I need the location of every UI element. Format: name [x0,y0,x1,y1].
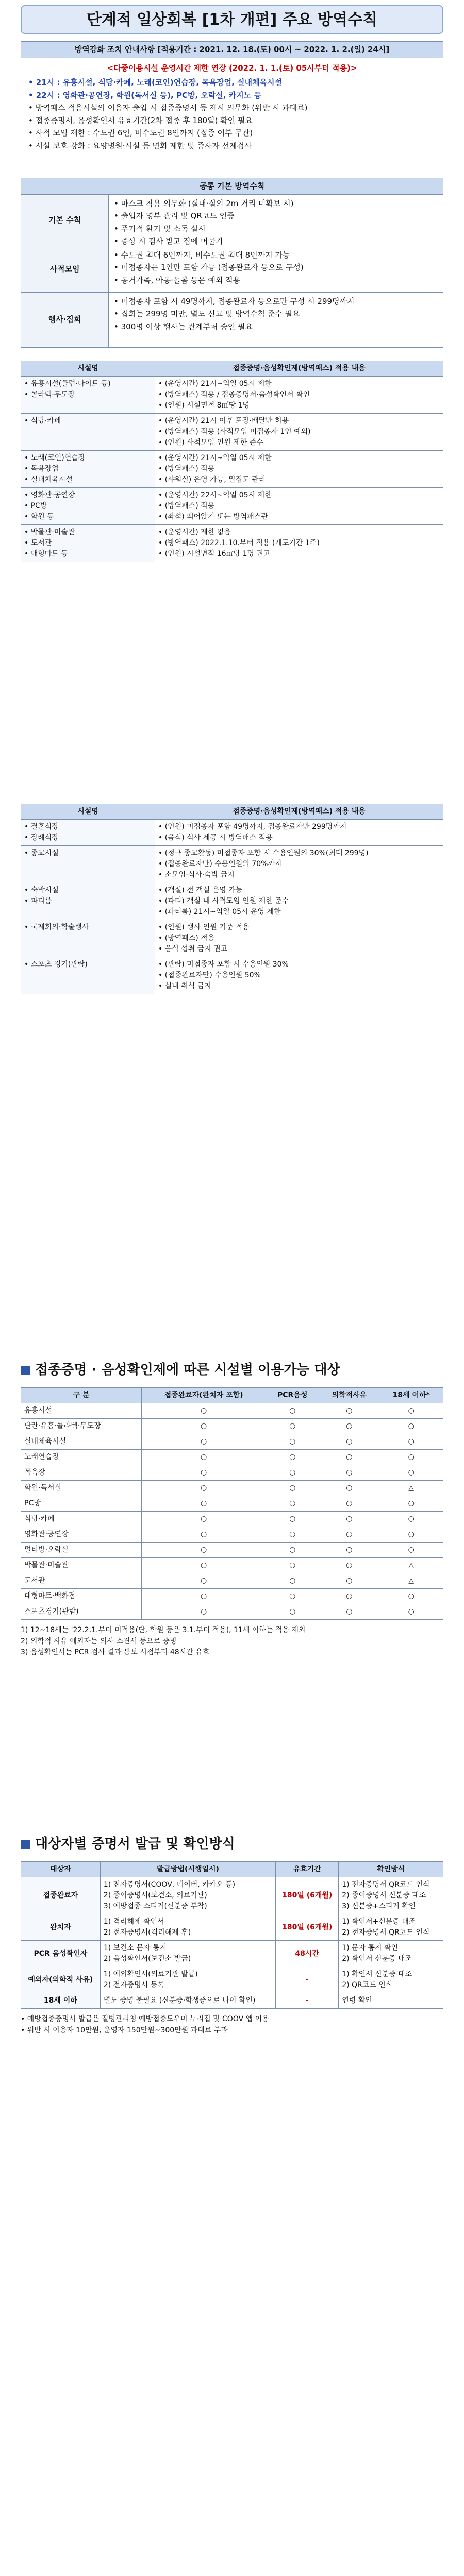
certificate-notes [21,2014,443,2036]
table-header: 18세 이하* [379,1388,443,1403]
eligibility-mark: ○ [319,1481,379,1496]
eligibility-mark: ○ [142,1543,266,1558]
eligibility-mark: ○ [379,1496,443,1512]
facility-rule-cell: • (운영시간) 21시~익일 05시 제한 • (방역패스) 적용 / 접종증명서·음성확인서 확인 • (인원) 시설면적 8㎡당 1명 [155,377,443,414]
table-row [21,1465,443,1481]
table-row [21,377,443,414]
eligibility-mark: ○ [319,1403,379,1419]
section-title: 접종증명 · 음성확인제에 따른 시설별 이용가능 대상 [35,1362,340,1378]
eligibility-mark: ○ [266,1496,319,1512]
eligibility-mark: ○ [266,1465,319,1481]
table-row [21,1604,443,1620]
facility-name-cell: • 종교시설 [21,846,155,883]
rule-label: 사적모임 [21,246,109,292]
facility-name-cell: • 노래(코인)연습장 • 목욕장업 • 실내체육시설 [21,451,155,488]
eligibility-mark: ○ [319,1434,379,1450]
summary-line: • 방역패스 적용시설의 이용자 출입 시 접종증명서 등 제시 의무화 (위반 시 과태료) [28,103,308,112]
eligibility-mark: ○ [319,1573,379,1589]
facility-rule-cell: • (운영시간) 21시 이후 포장·배달만 허용 • (방역패스) 적용 (사적모임 미접종자 1인 예외) • (인원) 사적모임 인원 제한 준수 [155,414,443,451]
facility-rule-cell: • (정규 종교활동) 미접종자 포함 시 수용인원의 30%(최대 299명) • (접종완료자만) 수용인원의 70%까지 • 소모임·식사·숙박 금지 [155,846,443,883]
table-row [21,1941,443,1967]
eligibility-mark: ○ [319,1419,379,1434]
table-row [21,820,443,846]
eligibility-mark: ○ [142,1558,266,1573]
table-header: 접종증명·음성확인제(방역패스) 적용 내용 [155,804,443,820]
facility-rule-cell: • (객실) 전 객실 운영 가능 • (파티) 객실 내 사적모임 인원 제한 준수 • (파티룸) 21시~익일 05시 운영 제한 [155,883,443,920]
table-row [21,1558,443,1573]
facility-name-cell: 노래연습장 [21,1450,142,1465]
table-row [21,1450,443,1465]
facility-name-cell: 학원·독서실 [21,1481,142,1496]
eligibility-mark: ○ [379,1450,443,1465]
facility-rule-cell: • (인원) 행사 인원 기준 적용 • (방역패스) 적용 • 음식 섭취 금지 권고 [155,920,443,957]
facility-name-cell: 대형마트·백화점 [21,1589,142,1604]
check-method-cell: 연령 확인 [339,1993,443,2009]
check-method-cell: 1) 문자 통지 확인 2) 확인서 신분증 대조 [339,1941,443,1967]
issue-method-cell: 별도 증명 불필요 (신분증·학생증으로 나이 확인) [100,1993,275,2009]
eligibility-mark: ○ [266,1450,319,1465]
document-title-box [21,5,443,34]
summary-line: • 22시 : 영화관·공연장, 학원(독서실 등), PC방, 오락실, 카지노 등 [28,90,261,100]
eligibility-mark: △ [379,1573,443,1589]
common-rules-header: 공통 기본 방역수칙 [21,178,443,195]
facility-name-cell: • 박물관·미술관 • 도서관 • 대형마트 등 [21,525,155,562]
issue-method-cell: 1) 전자증명서(COOV, 네이버, 카카오 등) 2) 종이증명서(보건소, 의료기관) 3) 예방접종 스티커(신분증 부착) [100,1877,275,1914]
footnote: 1) 12~18세는 '22.2.1.부터 미적용(단, 학원 등은 3.1.부터 적용), 11세 이하는 적용 제외 [21,1626,306,1634]
facility-name-cell: 멀티방·오락실 [21,1543,142,1558]
eligibility-notes [21,1625,443,1658]
eligibility-mark: ○ [142,1434,266,1450]
validity-cell: 48시간 [276,1941,339,1967]
rule-item: • 300명 이상 행사는 관계부처 승인 필요 [114,321,253,331]
eligibility-mark: ○ [379,1434,443,1450]
table-row [21,1403,443,1419]
eligibility-mark: ○ [142,1496,266,1512]
summary-line: • 21시 : 유흥시설, 식당·카페, 노래(코인)연습장, 목욕장업, 실내체육시설 [28,78,282,87]
issue-method-cell: 1) 예외확인서(의료기관 발급) 2) 전자증명서 등록 [100,1967,275,1993]
target-cell: 예외자(의학적 사유) [21,1967,101,1993]
eligibility-mark: ○ [142,1589,266,1604]
facility-name-cell: PC방 [21,1496,142,1512]
facility-name-cell: • 숙박시설 • 파티룸 [21,883,155,920]
facility-name-cell: • 스포츠 경기(관람) [21,957,155,994]
eligibility-mark: ○ [266,1419,319,1434]
summary-line: • 시설 보호 강화 : 요양병원·시설 등 면회 제한 및 종사자 선제검사 [28,141,252,150]
table-header: 의학적사유 [319,1388,379,1403]
facility-name-cell: 유흥시설 [21,1403,142,1419]
table-row [21,414,443,451]
eligibility-mark: ○ [319,1527,379,1543]
table-row [21,920,443,957]
rule-label: 행사·집회 [21,293,109,347]
eligibility-mark: ○ [266,1589,319,1604]
issue-method-cell: 1) 보건소 문자 통지 2) 음성확인서(보건소 발급) [100,1941,275,1967]
facility-name-cell: 박물관·미술관 [21,1558,142,1573]
table-row [21,1419,443,1434]
table-header: 확인방식 [339,1862,443,1877]
certificate-section [21,1834,443,2036]
facility-name-cell: 스포츠경기(관람) [21,1604,142,1620]
table-row [21,1496,443,1512]
facility-table-2 [21,804,443,994]
eligibility-mark: ○ [142,1481,266,1496]
summary-notice: <다중이용시설 운영시간 제한 연장 (2022. 1. 1.(토) 05시부터 적용)> [107,63,357,73]
eligibility-mark: ○ [379,1604,443,1620]
validity-cell: - [276,1993,339,2009]
facility-name-cell: 영화관·공연장 [21,1527,142,1543]
footnote: • 예방접종증명서 발급은 질병관리청 예방접종도우미 누리집 및 COOV 앱 이용 [21,2015,269,2023]
facility-rule-cell: • (운영시간) 제한 없음 • (방역패스) 2022.1.10.부터 적용 (계도기간 1주) • (인원) 시설면적 16㎡당 1명 권고 [155,525,443,562]
rule-item: • 동거가족, 아동·돌봄 등은 예외 적용 [114,275,241,285]
eligibility-mark: ○ [379,1512,443,1527]
facility-name-cell: • 유흥시설(클럽·나이트 등) • 콜라텍·무도장 [21,377,155,414]
table-row [21,1589,443,1604]
table-row [21,883,443,920]
rule-item: • 미접종자는 1인만 포함 가능 (접종완료자 등으로 구성) [114,263,304,272]
rule-item: • 수도권 최대 6인까지, 비수도권 최대 8인까지 가능 [114,250,290,260]
eligibility-mark: ○ [266,1512,319,1527]
facility-name-cell: 단란·유흥·콜라텍·무도장 [21,1419,142,1434]
eligibility-mark: ○ [319,1589,379,1604]
target-cell: PCR 음성확인자 [21,1941,101,1967]
eligibility-mark: ○ [379,1527,443,1543]
table-row [21,1914,443,1941]
eligibility-mark: ○ [379,1543,443,1558]
eligibility-mark: ○ [319,1450,379,1465]
rule-item: • 미접종자 포함 시 49명까지, 접종완료자 등으로만 구성 시 299명까지 [114,296,355,306]
table-header: PCR음성 [266,1388,319,1403]
rule-label: 기본 수칙 [21,195,109,246]
table-row [21,1877,443,1914]
eligibility-mark: ○ [142,1573,266,1589]
summary-line: • 접종증명서, 음성확인서 유효기간(2차 접종 후 180일) 확인 필요 [28,115,253,125]
facility-name-cell: • 식당·카페 [21,414,155,451]
table-row [21,525,443,562]
table-row [21,1434,443,1450]
table-header: 발급방법(시행일시) [100,1862,275,1877]
eligibility-mark: ○ [142,1403,266,1419]
validity-cell: 180일 (6개월) [276,1877,339,1914]
summary-box [21,41,443,170]
rule-item: • 증상 시 검사 받고 집에 머물기 [114,236,223,246]
target-cell: 완치자 [21,1914,101,1941]
table-header: 구 분 [21,1388,142,1403]
eligibility-mark: ○ [379,1403,443,1419]
eligibility-mark: ○ [266,1481,319,1496]
summary-line: • 사적 모임 제한 : 수도권 6인, 비수도권 8인까지 (접종 여부 무관) [28,128,253,138]
table-row [21,1993,443,2009]
eligibility-mark: ○ [319,1543,379,1558]
table-row [21,1967,443,1993]
eligibility-mark: ○ [319,1558,379,1573]
eligibility-mark: ○ [379,1465,443,1481]
table-row [21,1512,443,1527]
facility-rule-cell: • (관람) 미접종자 포함 시 수용인원 30% • (접종완료자만) 수용인원 50% • 실내 취식 금지 [155,957,443,994]
issue-method-cell: 1) 격리해제 확인서 2) 전자증명서(격리해제 후) [100,1914,275,1941]
eligibility-mark: ○ [142,1512,266,1527]
eligibility-mark: ○ [142,1465,266,1481]
facility-name-cell: 목욕장 [21,1465,142,1481]
eligibility-mark: ○ [266,1573,319,1589]
check-method-cell: 1) 확인서 신분증 대조 2) QR코드 인식 [339,1967,443,1993]
table-row [21,488,443,525]
table-row [21,1527,443,1543]
eligibility-mark: ○ [319,1512,379,1527]
facility-name-cell: • 결혼식장 • 장례식장 [21,820,155,846]
facility-name-cell: 도서관 [21,1573,142,1589]
facility-name-cell: • 영화관·공연장 • PC방 • 학원 등 [21,488,155,525]
facility-rule-cell: • (운영시간) 22시~익일 05시 제한 • (방역패스) 적용 • (좌석) 띄어앉기 또는 방역패스관 [155,488,443,525]
table-header: 시설명 [21,804,155,820]
table-row [21,1481,443,1496]
table-header: 대상자 [21,1862,101,1877]
eligibility-mark: ○ [319,1604,379,1620]
eligibility-mark: ○ [142,1527,266,1543]
document-title: 단계적 일상회복 [1차 개편] 주요 방역수칙 [86,10,378,29]
table-header: 접종완료자(완치자 포함) [142,1388,266,1403]
validity-cell: 180일 (6개월) [276,1914,339,1941]
facility-name-cell: • 국제회의·학술행사 [21,920,155,957]
section-title: 대상자별 증명서 발급 및 확인방식 [35,1836,235,1852]
rule-item: • 출입자 명부 관리 및 QR코드 인증 [114,211,235,221]
facility-rule-cell: • (인원) 미접종자 포함 49명까지, 접종완료자만 299명까지 • (음식) 식사 제공 시 방역패스 적용 [155,820,443,846]
eligibility-mark: ○ [266,1604,319,1620]
target-cell: 접종완료자 [21,1877,101,1914]
table-row [21,957,443,994]
table-row [21,1543,443,1558]
eligibility-table [21,1387,443,1620]
target-cell: 18세 이하 [21,1993,101,2009]
section-bullet-icon [21,1366,30,1375]
footnote: 2) 의학적 사유 예외자는 의사 소견서 등으로 증빙 [21,1637,177,1646]
eligibility-mark: ○ [379,1589,443,1604]
table-header: 시설명 [21,361,155,377]
eligibility-mark: ○ [142,1419,266,1434]
eligibility-mark: ○ [142,1604,266,1620]
eligibility-mark: ○ [266,1558,319,1573]
rule-item: • 집회는 299명 미만, 별도 신고 및 방역수칙 준수 필요 [114,309,300,318]
validity-cell: - [276,1967,339,1993]
facility-rule-cell: • (운영시간) 21시~익일 05시 제한 • (방역패스) 적용 • (샤워실) 운영 가능, 밀집도 관리 [155,451,443,488]
eligibility-section [21,1360,443,1658]
eligibility-mark: △ [379,1481,443,1496]
eligibility-mark: ○ [319,1496,379,1512]
eligibility-mark: ○ [319,1465,379,1481]
facility-name-cell: 실내체육시설 [21,1434,142,1450]
footnote: • 위반 시 이용자 10만원, 운영자 150만원~300만원 과태료 부과 [21,2026,228,2035]
eligibility-mark: △ [379,1558,443,1573]
common-rules-box [21,178,443,348]
eligibility-mark: ○ [266,1434,319,1450]
rule-item: • 마스크 착용 의무화 (실내·실외 2m 거리 미확보 시) [114,198,294,208]
eligibility-mark: ○ [379,1419,443,1434]
rule-item: • 주기적 환기 및 소독 실시 [114,224,206,233]
eligibility-mark: ○ [142,1450,266,1465]
facility-table-1 [21,361,443,562]
table-row [21,846,443,883]
summary-header: 방역강화 조치 안내사항 [적용기간 : 2021. 12. 18.(토) 00시 ~ 2022. 1. 2.(일) 24시] [21,42,443,58]
check-method-cell: 1) 확인서+신분증 대조 2) 전자증명서 QR코드 인식 [339,1914,443,1941]
table-header: 유효기간 [276,1862,339,1877]
certificate-table [21,1861,443,2009]
eligibility-mark: ○ [266,1543,319,1558]
table-row [21,451,443,488]
eligibility-mark: ○ [266,1403,319,1419]
section-bullet-icon [21,1840,30,1849]
table-header: 접종증명·음성확인제(방역패스) 적용 내용 [155,361,443,377]
eligibility-mark: ○ [266,1527,319,1543]
facility-name-cell: 식당·카페 [21,1512,142,1527]
footnote: 3) 음성확인서는 PCR 검사 결과 통보 시점부터 48시간 유효 [21,1648,210,1657]
check-method-cell: 1) 전자증명서 QR코드 인식 2) 종이증명서 신분증 대조 3) 신분증+스티커 확인 [339,1877,443,1914]
table-row [21,1573,443,1589]
